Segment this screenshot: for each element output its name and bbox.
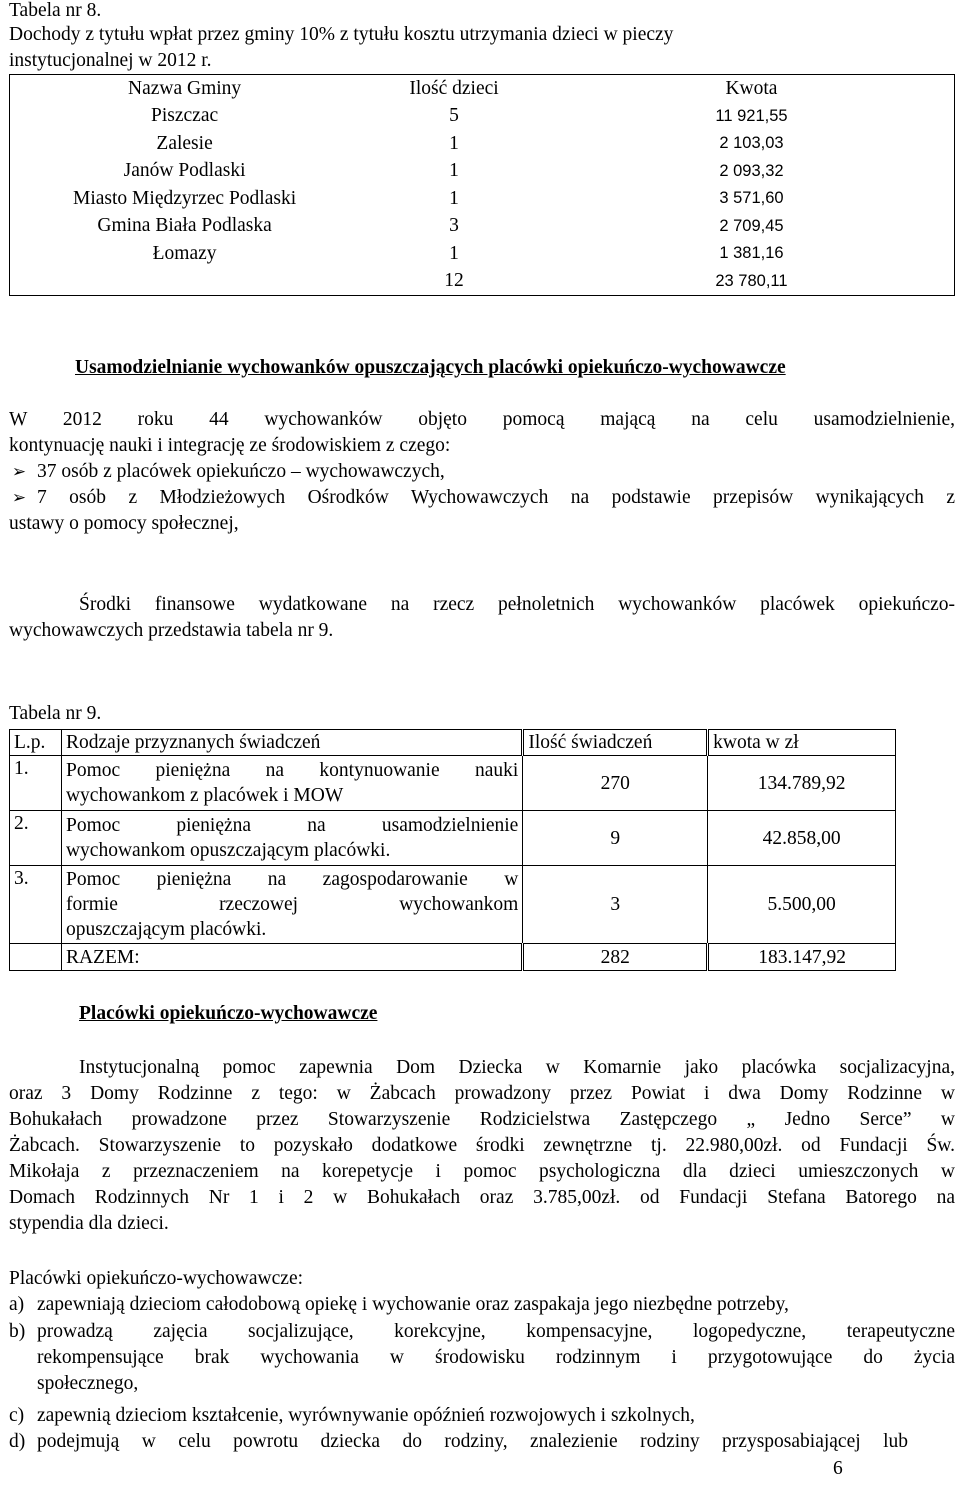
- section2-para-line: oraz 3 Domy Rodzinne z tego: w Żabcach prowadzony przez Powiat i dwa Domy Rodzinne w: [9, 1083, 955, 1104]
- table-row: [10, 103, 955, 131]
- table8-cell-count: 1: [449, 160, 459, 182]
- table9-desc-line: Pomoc pieniężna na usamodzielnienie: [65, 815, 519, 836]
- section2-para-line: stypendia dla dzieci.: [9, 1213, 169, 1234]
- table9-header-cell: Ilość świadczeń: [523, 730, 708, 756]
- table9-caption: Tabela nr 9.: [9, 703, 102, 724]
- table9-desc-line: wychowankom z placówek i MOW: [65, 785, 344, 806]
- section2-para-line: Domach Rodzinnych Nr 1 i 2 w Bohukałach oraz 3.785,00zł. od Fundacji Stefana Batorego na: [9, 1187, 955, 1208]
- section1-para2-line2: wychowawczych przedstawia tabela nr 9.: [9, 620, 334, 641]
- table9-header-row: [10, 730, 896, 756]
- table9: [9, 729, 896, 971]
- table8-cell-gmina: Gmina Biała Podlaska: [97, 215, 272, 237]
- table8-header-cell: Nazwa Gminy: [127, 77, 242, 99]
- table9-header-cell: Rodzaje przyznanych świadczeń: [61, 730, 522, 756]
- table-row: [10, 756, 896, 811]
- table8-cell-count: 5: [449, 105, 459, 127]
- table8-total-count: 12: [444, 270, 464, 292]
- table9-amount: 5.500,00: [708, 866, 896, 944]
- list-marker: d): [9, 1431, 26, 1452]
- page-number: 6: [833, 1458, 843, 1479]
- table8-caption: Tabela nr 8.: [9, 0, 102, 21]
- table8-header-row: [10, 75, 955, 103]
- table8-cell-amount: 11 921,55: [715, 106, 788, 125]
- table8-title-line1: Dochody z tytułu wpłat przez gminy 10% z tytułu kosztu utrzymania dzieci w pieczy: [9, 24, 674, 45]
- table9-lp: 3.: [10, 866, 62, 944]
- table8-title-line2: instytucjonalnej w 2012 r.: [9, 50, 212, 71]
- table8: [9, 74, 955, 296]
- table9-count: 9: [523, 811, 708, 866]
- table8-cell-gmina: Janów Podlaski: [123, 160, 246, 182]
- table9-total-row: [10, 944, 896, 971]
- table-row: [10, 240, 955, 268]
- table8-cell-amount: 1 381,16: [719, 244, 784, 263]
- table9-total-count: 282: [523, 944, 708, 971]
- table-row: [10, 185, 955, 213]
- table-row: [10, 866, 896, 944]
- table9-header-cell: kwota w zł: [708, 730, 896, 756]
- table9-header-cell: L.p.: [10, 730, 62, 756]
- list-item: rekompensujące brak wychowania w środowisku rodzinnym i przygotowujące do życia: [37, 1347, 955, 1368]
- table9-desc-line: Pomoc pieniężna na zagospodarowanie w: [65, 869, 519, 890]
- table8-cell-gmina: Piszczac: [151, 105, 219, 127]
- table9-total-label: RAZEM:: [61, 944, 522, 971]
- section1-para-line1: W 2012 roku 44 wychowanków objęto pomocą mającą na celu usamodzielnienie,: [9, 409, 955, 430]
- section1-bullet2-line1: 7 osób z Młodzieżowych Ośrodków Wychowawczych na podstawie przepisów wynikających z: [37, 487, 955, 508]
- table9-count: 3: [523, 866, 708, 944]
- list-item: zapewnią dzieciom kształcenie, wyrównywanie opóźnień rozwojowych i szkolnych,: [37, 1405, 695, 1426]
- table8-header-cell: Ilość dzieci: [409, 77, 499, 99]
- table9-desc: [61, 811, 522, 866]
- table9-lp: 2.: [10, 811, 62, 866]
- section2-para-line: Żabcach. Stowarzyszenie to pozyskało dodatkowe środki zewnętrzne tj. 22.980,00zł. od Fundacji Św.: [9, 1135, 955, 1156]
- section1-para2-line1: Środki finansowe wydatkowane na rzecz pełnoletnich wychowanków placówek opiekuńczo-: [79, 594, 955, 615]
- table9-total-amount: 183.147,92: [708, 944, 896, 971]
- table8-cell-count: 3: [449, 215, 459, 237]
- table9-total-lp: [10, 944, 62, 971]
- section2-para-line: Mikołaja z przeznaczeniem na korepetycje i pomoc psychologiczna dla dzieci umieszczonych w: [9, 1161, 955, 1182]
- table8-cell-gmina: Łomazy: [152, 242, 217, 264]
- table9-lp: 1.: [10, 756, 62, 811]
- table8-cell-amount: 2 103,03: [719, 134, 784, 153]
- table8-total-label: [10, 268, 360, 296]
- table8-cell-amount: 2 093,32: [719, 161, 784, 180]
- list-marker: b): [9, 1321, 26, 1342]
- bullet-arrow-icon: ➢: [11, 462, 27, 481]
- section1-para-line2: kontynuację nauki i integrację ze środowiskiem z czego:: [9, 435, 451, 456]
- table8-cell-amount: 3 571,60: [719, 189, 784, 208]
- list-item: społecznego,: [37, 1373, 139, 1394]
- table9-amount: 134.789,92: [708, 756, 896, 811]
- section1-bullet1: 37 osób z placówek opiekuńczo – wychowawczych,: [37, 461, 445, 482]
- table8-cell-amount: 2 709,45: [719, 216, 784, 235]
- table8-total-row: [10, 268, 955, 296]
- list-marker: a): [9, 1294, 25, 1315]
- section2-para-line: Instytucjonalną pomoc zapewnia Dom Dziecka w Komarnie jako placówka socjalizacyjna,: [79, 1057, 955, 1078]
- list-item: zapewniają dzieciom całodobową opiekę i wychowanie oraz zaspakaja jego niezbędne potrzeby,: [37, 1294, 789, 1315]
- table8-cell-count: 1: [449, 132, 459, 154]
- table-row: [10, 213, 955, 241]
- table8-total-amount: 23 780,11: [715, 271, 788, 290]
- section2-para-line: Bohukałach prowadzone przez Stowarzyszenie Rodzicielstwa Zastępczego „ Jedno Serce” w: [9, 1109, 955, 1130]
- section2-heading: Placówki opiekuńczo-wychowawcze: [79, 1003, 378, 1024]
- bullet-arrow-icon: ➢: [11, 488, 27, 507]
- table8-cell-gmina: Zalesie: [156, 132, 213, 154]
- table8-cell-count: 1: [449, 242, 459, 264]
- table8-cell-gmina: Miasto Międzyrzec Podlaski: [73, 187, 297, 209]
- table9-count: 270: [523, 756, 708, 811]
- table-row: [10, 158, 955, 186]
- table-row: [10, 130, 955, 158]
- list-item: prowadzą zajęcia socjalizujące, korekcyjne, kompensacyjne, logopedyczne, terapeutyczne: [37, 1321, 955, 1342]
- list-item: podejmują w celu powrotu dziecka do rodziny, znalezienie rodziny przysposabiającej lub: [37, 1431, 908, 1452]
- list-marker: c): [9, 1405, 25, 1426]
- section1-bullet2-line2: ustawy o pomocy społecznej,: [9, 513, 239, 534]
- table9-desc-line: Pomoc pieniężna na kontynuowanie nauki: [65, 760, 519, 781]
- table-row: [10, 811, 896, 866]
- table8-cell-count: 1: [449, 187, 459, 209]
- table9-desc-line: wychowankom opuszczającym placówki.: [65, 840, 391, 861]
- section2-list-intro: Placówki opiekuńczo-wychowawcze:: [9, 1268, 304, 1289]
- section1-heading: Usamodzielnianie wychowanków opuszczających placówki opiekuńczo-wychowawcze: [75, 357, 786, 378]
- table9-desc: [61, 756, 522, 811]
- table9-desc-line: opuszczającym placówki.: [65, 919, 267, 940]
- table8-header-cell: Kwota: [725, 77, 778, 99]
- table9-desc-line: formie rzeczowej wychowankom: [65, 894, 519, 915]
- table9-amount: 42.858,00: [708, 811, 896, 866]
- table9-desc: [61, 866, 522, 944]
